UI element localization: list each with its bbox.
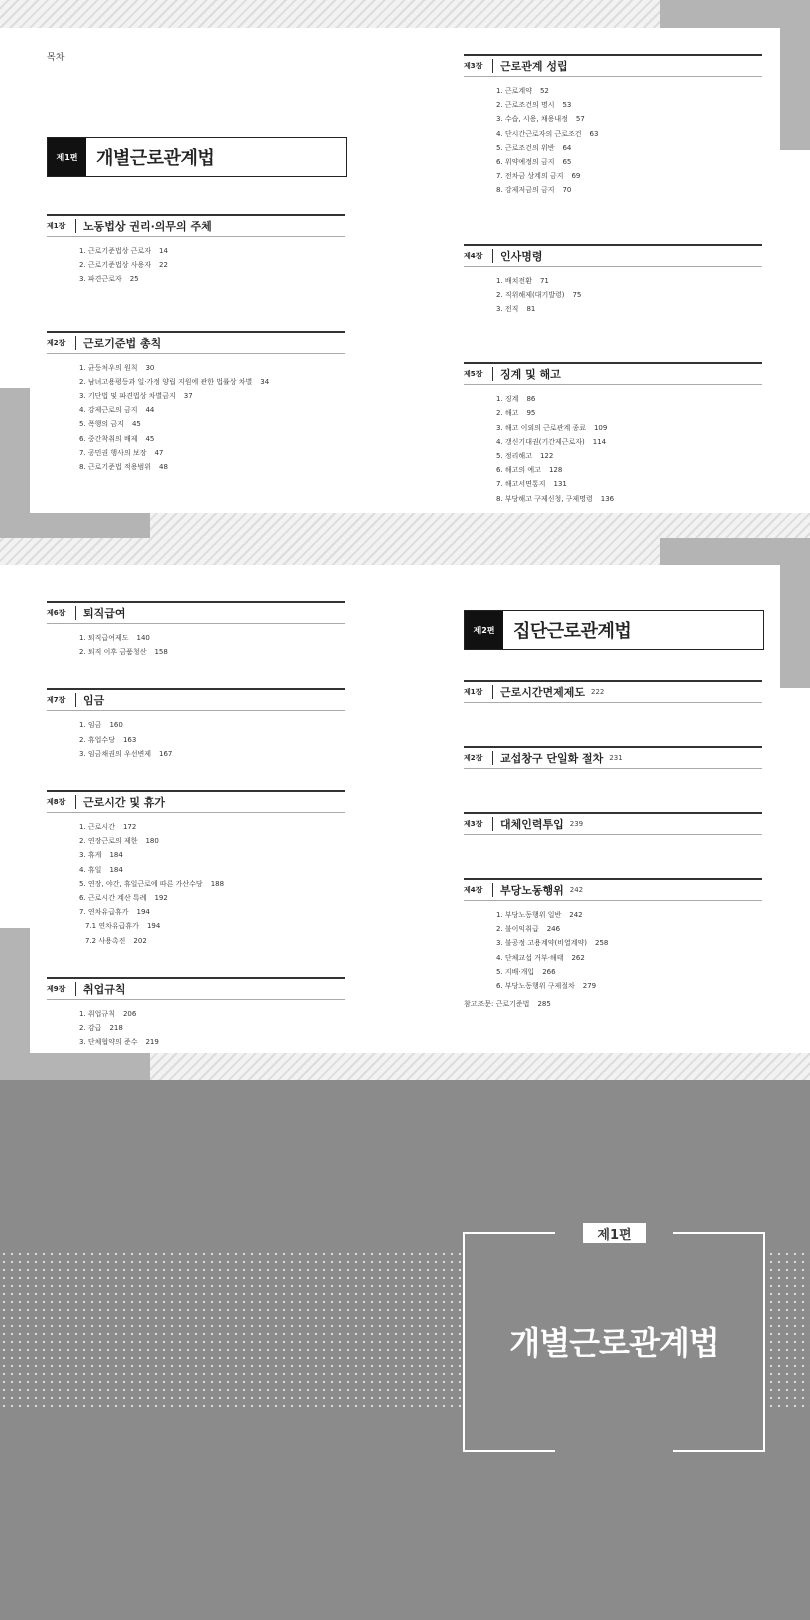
chapter-number: 제2장 <box>47 338 66 347</box>
chapter-number: 제7장 <box>47 696 66 705</box>
toc-item-title: 5. 폭행의 금지 <box>79 420 124 429</box>
toc-item <box>496 936 762 950</box>
toc-item-title: 1. 징계 <box>496 395 519 404</box>
toc-item <box>79 432 345 446</box>
toc-item <box>79 834 345 848</box>
chapter-page: 242 <box>569 886 584 894</box>
toc-item-page: 81 <box>526 304 536 313</box>
toc-item-title: 2. 근로조건의 명시 <box>496 101 555 110</box>
toc-item-page: 160 <box>109 721 123 730</box>
chapter-divider <box>75 336 76 350</box>
toc-item <box>496 979 762 993</box>
toc-item-title: 5. 근로조건의 위반 <box>496 143 555 152</box>
toc-item <box>496 406 762 420</box>
toc-item-title: 6. 해고의 예고 <box>496 466 541 475</box>
toc-item <box>496 463 762 477</box>
toc-item-title: 2. 근로기준법상 사용자 <box>79 261 151 270</box>
toc-item <box>79 272 345 286</box>
part-1-header <box>47 137 347 177</box>
toc-item-title: 3. 해고 이외의 근로관계 종료 <box>496 423 586 432</box>
toc-item <box>79 645 345 659</box>
toc-item-page: 25 <box>129 275 139 284</box>
toc-item <box>496 449 762 463</box>
toc-item-title: 7. 전차금 상계의 금지 <box>496 172 564 181</box>
toc-item <box>79 863 345 877</box>
toc-item <box>79 631 345 645</box>
toc-item-title: 4. 단체교섭 거부·해태 <box>496 953 564 962</box>
chapter-number: 제9장 <box>47 984 66 993</box>
toc-label: 목차 <box>47 53 65 63</box>
chapter-block <box>47 977 345 1050</box>
toc-item <box>79 718 345 732</box>
toc-item-title: 2. 해고 <box>496 409 519 418</box>
toc-item-page: 69 <box>571 172 581 181</box>
toc-item-page: 65 <box>562 157 572 166</box>
corner-block-left-2 <box>0 1053 150 1080</box>
corner-block-left <box>0 513 150 538</box>
toc-item-page: 180 <box>145 837 159 846</box>
toc-item-page: 188 <box>210 879 225 888</box>
toc-item-page: 258 <box>594 939 609 948</box>
chapter-title <box>83 792 165 812</box>
toc-item-page: 34 <box>260 377 270 386</box>
toc-item <box>79 389 345 403</box>
toc-item-title: 3. 수습, 시용, 채용내정 <box>496 115 568 124</box>
toc-item-page: 206 <box>122 1009 137 1018</box>
toc-item-title: 3. 단체협약의 준수 <box>79 1038 138 1047</box>
toc-item-title: 3. 기단법 및 파견법상 차별금지 <box>79 391 176 400</box>
toc-item-page: 172 <box>122 823 137 831</box>
toc-item-page: 194 <box>136 908 150 917</box>
reference-text: 참고조문: 근로기준법 <box>464 1000 530 1008</box>
toc-item-page: 140 <box>136 634 150 642</box>
chapter-title <box>500 748 623 768</box>
chapter-title <box>83 690 104 710</box>
chapter-divider <box>492 59 493 73</box>
toc-item <box>496 155 762 169</box>
toc-item-page: 45 <box>131 420 141 429</box>
chapter-header <box>464 244 762 267</box>
chapter-header <box>47 790 345 813</box>
chapter-header <box>464 812 762 835</box>
chapter-divider <box>492 817 493 831</box>
chapter-title-text: 근로시간 및 휴가 <box>83 796 166 809</box>
part-title: 개별근로관계법 <box>96 148 215 169</box>
chapter-title <box>83 603 126 623</box>
chapter-divider <box>492 883 493 897</box>
toc-item-page: 45 <box>145 434 155 443</box>
chapter-number: 제3장 <box>464 820 483 828</box>
toc-item-page: 114 <box>592 437 607 446</box>
toc-item <box>496 112 762 126</box>
toc-item-page: 48 <box>159 462 168 471</box>
toc-item-page: 167 <box>159 749 173 758</box>
toc-item <box>79 877 345 891</box>
toc-item <box>79 446 345 460</box>
toc-item <box>79 934 345 948</box>
toc-item-page: 63 <box>589 129 599 138</box>
toc-item-title: 1. 취업규칙 <box>79 1009 115 1018</box>
chapter-item-list <box>496 908 762 993</box>
chapter-header <box>464 878 762 901</box>
chapter-number: 제6장 <box>47 609 66 617</box>
chapter-title-text: 취업규칙 <box>83 982 126 996</box>
toc-item-title: 4. 단시간근로자의 근로조건 <box>496 129 582 138</box>
toc-item <box>496 492 762 506</box>
toc-item <box>496 274 762 288</box>
chapter-item-list <box>79 820 345 948</box>
chapter-title <box>500 364 561 384</box>
toc-item <box>496 435 762 449</box>
chapter-title <box>500 56 568 76</box>
toc-item-title: 2. 연장근로의 제한 <box>79 837 138 846</box>
chapter-title <box>83 216 212 236</box>
chapter-number: 제3장 <box>464 62 483 70</box>
chapter-title-text: 근로시간면제제도 <box>500 686 586 699</box>
toc-item-page: 192 <box>154 893 168 902</box>
chapter-number: 제4장 <box>464 886 483 894</box>
chapter-number: 제8장 <box>47 798 66 806</box>
toc-item <box>79 361 345 375</box>
toc-item-page: 109 <box>593 423 608 432</box>
chapter-title <box>500 880 583 900</box>
chapter-number: 제1장 <box>464 688 483 696</box>
toc-item-title: 1. 임금 <box>79 721 102 730</box>
toc-item-page: 30 <box>145 363 155 372</box>
toc-item-page: 70 <box>562 186 572 195</box>
toc-item-page: 158 <box>154 648 168 657</box>
toc-item-title: 6. 근로시간 계산 특례 <box>79 893 147 902</box>
toc-item-page: 122 <box>539 451 554 460</box>
toc-item-title: 1. 부당노동행위 일반 <box>496 911 562 919</box>
chapter-number: 제4장 <box>464 251 483 260</box>
toc-item-page: 242 <box>569 911 583 919</box>
chapter-title <box>500 246 543 266</box>
toc-item-page: 14 <box>159 247 168 255</box>
toc-item-title: 3. 전직 <box>496 304 519 313</box>
toc-item-title: 1. 배치전환 <box>496 276 532 285</box>
toc-item-title: 1. 근로시간 <box>79 823 115 831</box>
chapter-item-list <box>496 84 762 198</box>
chapter-title-text: 근로기준법 총칙 <box>83 336 162 350</box>
chapter-block <box>464 362 762 506</box>
toc-item <box>79 258 345 272</box>
chapter-header <box>464 54 762 77</box>
toc-item-page: 218 <box>109 1023 123 1032</box>
toc-item-page: 95 <box>526 409 536 418</box>
toc-item <box>496 302 762 316</box>
toc-item <box>496 127 762 141</box>
chapter-title-text: 노동법상 권리·의무의 주체 <box>83 220 212 233</box>
toc-item-title: 8. 부당해고 구제신청, 구제명령 <box>496 494 593 503</box>
toc-item <box>496 84 762 98</box>
chapter-item-list <box>79 631 345 659</box>
chapter-divider <box>75 606 76 620</box>
chapter-block <box>464 812 762 835</box>
toc-item <box>496 141 762 155</box>
toc-item-page: 57 <box>575 115 585 124</box>
toc-item-page: 53 <box>562 101 572 110</box>
chapter-header <box>47 688 345 711</box>
chapter-item-list <box>79 1007 345 1050</box>
toc-item-title: 1. 근로계약 <box>496 87 532 95</box>
chapter-divider <box>75 795 76 809</box>
toc-item-page: 136 <box>600 494 615 503</box>
toc-item-page: 128 <box>548 466 563 475</box>
chapter-block <box>464 54 762 198</box>
chapter-block <box>464 244 762 317</box>
toc-item-page: 184 <box>109 865 123 874</box>
toc-item-page: 86 <box>526 395 536 404</box>
chapter-block <box>47 601 345 659</box>
toc-item <box>79 244 345 258</box>
dot-pattern-left <box>0 1250 495 1412</box>
chapter-item-list <box>79 718 345 761</box>
chapter-block <box>47 688 345 761</box>
toc-item <box>79 375 345 389</box>
toc-item <box>79 919 345 933</box>
chapter-divider <box>492 367 493 381</box>
toc-item-title: 5. 연장, 야간, 휴일근로에 따른 가산수당 <box>79 879 203 888</box>
chapter-divider <box>75 982 76 996</box>
chapter-title-text: 교섭창구 단일화 절차 <box>500 752 604 765</box>
cover-part-tag: 제1편 <box>583 1223 646 1243</box>
toc-item <box>79 820 345 834</box>
toc-item <box>496 965 762 979</box>
chapter-item-list <box>79 244 345 287</box>
chapter-block <box>464 878 762 993</box>
toc-item <box>79 1021 345 1035</box>
toc-item-page: 22 <box>159 261 168 270</box>
cover-part-title: 개별근로관계법 <box>509 1324 719 1362</box>
chapter-divider <box>492 249 493 263</box>
chapter-header <box>47 977 345 1000</box>
toc-item-title: 1. 균등처우의 원칙 <box>79 363 138 372</box>
chapter-title-text: 퇴직급여 <box>83 607 126 620</box>
chapter-header <box>47 331 345 354</box>
chapter-title <box>500 682 604 702</box>
toc-item-page: 75 <box>572 290 582 299</box>
chapter-title-text: 인사명령 <box>500 249 543 263</box>
toc-item-title: 5. 정리해고 <box>496 451 532 460</box>
toc-item-page: 71 <box>539 276 549 285</box>
chapter-divider <box>492 751 493 765</box>
chapter-item-list <box>496 274 762 317</box>
toc-item <box>79 403 345 417</box>
toc-item <box>79 905 345 919</box>
toc-item <box>496 922 762 936</box>
toc-item <box>496 477 762 491</box>
chapter-item-list <box>79 361 345 475</box>
toc-item <box>496 98 762 112</box>
chapter-divider <box>75 693 76 707</box>
toc-item-title: 2. 불이익취급 <box>496 925 539 934</box>
chapter-title-text: 징계 및 해고 <box>500 368 561 382</box>
toc-item-title: 3. 휴게 <box>79 851 102 860</box>
toc-item-title: 8. 강제저금의 금지 <box>496 186 555 195</box>
toc-item-title: 4. 휴일 <box>79 865 102 874</box>
toc-item-title: 8. 근로기준법 적용범위 <box>79 462 151 471</box>
toc-item-title: 6. 중간착취의 배제 <box>79 434 138 443</box>
toc-item <box>496 392 762 406</box>
chapter-divider <box>75 219 76 233</box>
chapter-title <box>83 333 161 353</box>
toc-item <box>496 908 762 922</box>
chapter-header <box>464 362 762 385</box>
toc-item-title: 2. 퇴직 이후 금품청산 <box>79 648 147 657</box>
toc-item-page: 279 <box>582 981 597 990</box>
chapter-block <box>47 790 345 948</box>
toc-item-title: 7. 해고서면통지 <box>496 480 546 489</box>
toc-item <box>496 288 762 302</box>
chapter-page: 231 <box>609 754 623 762</box>
toc-item-title: 3. 임금채권의 우선변제 <box>79 749 151 758</box>
toc-item-page: 219 <box>145 1038 159 1047</box>
toc-item-title: 2. 직위해제(대기발령) <box>496 290 565 299</box>
toc-item-title: 6. 부당노동행위 구제절차 <box>496 981 575 990</box>
toc-item <box>79 1007 345 1021</box>
chapter-block <box>464 746 762 769</box>
toc-item <box>79 747 345 761</box>
chapter-title-text: 근로관계 성립 <box>500 60 568 73</box>
chapter-block <box>47 331 345 475</box>
toc-item-title: 2. 감급 <box>79 1023 102 1032</box>
toc-item-page: 194 <box>146 922 161 931</box>
chapter-title-text: 대체인력투입 <box>500 818 564 831</box>
toc-item-page: 266 <box>542 967 556 976</box>
toc-item-page: 47 <box>154 448 164 457</box>
chapter-number: 제5장 <box>464 370 483 379</box>
chapter-number: 제1장 <box>47 222 66 230</box>
side-block-right <box>780 0 810 150</box>
toc-item-page: 246 <box>546 925 561 934</box>
chapter-block <box>464 680 762 703</box>
toc-item-page: 131 <box>553 480 567 489</box>
toc-item <box>496 183 762 197</box>
chapter-page: 222 <box>591 688 605 696</box>
toc-item-title: 6. 위약예정의 금지 <box>496 157 555 166</box>
toc-item-title: 7.2 사용촉진 <box>85 936 126 945</box>
part-title: 집단근로관계법 <box>513 621 632 642</box>
toc-item <box>496 169 762 183</box>
toc-item-page: 202 <box>133 936 147 945</box>
toc-item-page: 37 <box>183 391 193 400</box>
chapter-title <box>500 814 583 834</box>
reference-page: 285 <box>537 1000 551 1008</box>
chapter-block <box>47 214 345 287</box>
toc-item <box>79 733 345 747</box>
side-block-right-2 <box>780 538 810 688</box>
toc-item-page: 184 <box>109 851 123 860</box>
chapter-header <box>464 746 762 769</box>
toc-item <box>79 460 345 474</box>
toc-item <box>79 891 345 905</box>
chapter-header <box>47 601 345 624</box>
toc-item-page: 163 <box>122 735 137 744</box>
toc-item-title: 5. 지배·개입 <box>496 967 535 976</box>
part-2-header <box>464 610 764 650</box>
toc-item-page: 52 <box>539 87 549 95</box>
toc-item <box>79 848 345 862</box>
toc-item <box>496 421 762 435</box>
toc-item-page: 262 <box>571 953 585 962</box>
toc-item-title: 7.1 연차유급휴가 <box>85 922 139 931</box>
chapter-header <box>47 214 345 237</box>
toc-item-page: 64 <box>562 143 572 152</box>
chapter-title-text: 부당노동행위 <box>500 884 564 897</box>
toc-item-page: 44 <box>145 406 155 415</box>
chapter-header <box>464 680 762 703</box>
toc-item-title: 2. 남녀고용평등과 일·가정 양립 지원에 관한 법률상 차별 <box>79 377 253 386</box>
chapter-item-list <box>496 392 762 506</box>
toc-item-title: 3. 불공정 고용계약(비열계약) <box>496 939 587 948</box>
chapter-divider <box>492 685 493 699</box>
toc-item-title: 2. 휴업수당 <box>79 735 115 744</box>
toc-item-title: 1. 근로기준법상 근로자 <box>79 247 151 255</box>
toc-item-title: 7. 연차유급휴가 <box>79 908 129 917</box>
reference-entry <box>464 999 551 1009</box>
toc-item-title: 1. 퇴직급여제도 <box>79 634 129 642</box>
part-tag: 제1편 <box>48 138 86 176</box>
toc-item-title: 7. 공민권 행사의 보장 <box>79 448 147 457</box>
chapter-title-text: 임금 <box>83 694 105 708</box>
toc-item <box>496 951 762 965</box>
toc-item-title: 4. 강제근로의 금지 <box>79 406 138 415</box>
part-tag: 제2편 <box>465 611 503 649</box>
chapter-number: 제2장 <box>464 754 483 762</box>
toc-item-title: 3. 파견근로자 <box>79 275 122 284</box>
toc-item <box>79 417 345 431</box>
chapter-page: 239 <box>569 820 584 828</box>
toc-item-title: 4. 갱신기대권(기간제근로자) <box>496 437 585 446</box>
chapter-title <box>83 979 126 999</box>
toc-item <box>79 1035 345 1049</box>
